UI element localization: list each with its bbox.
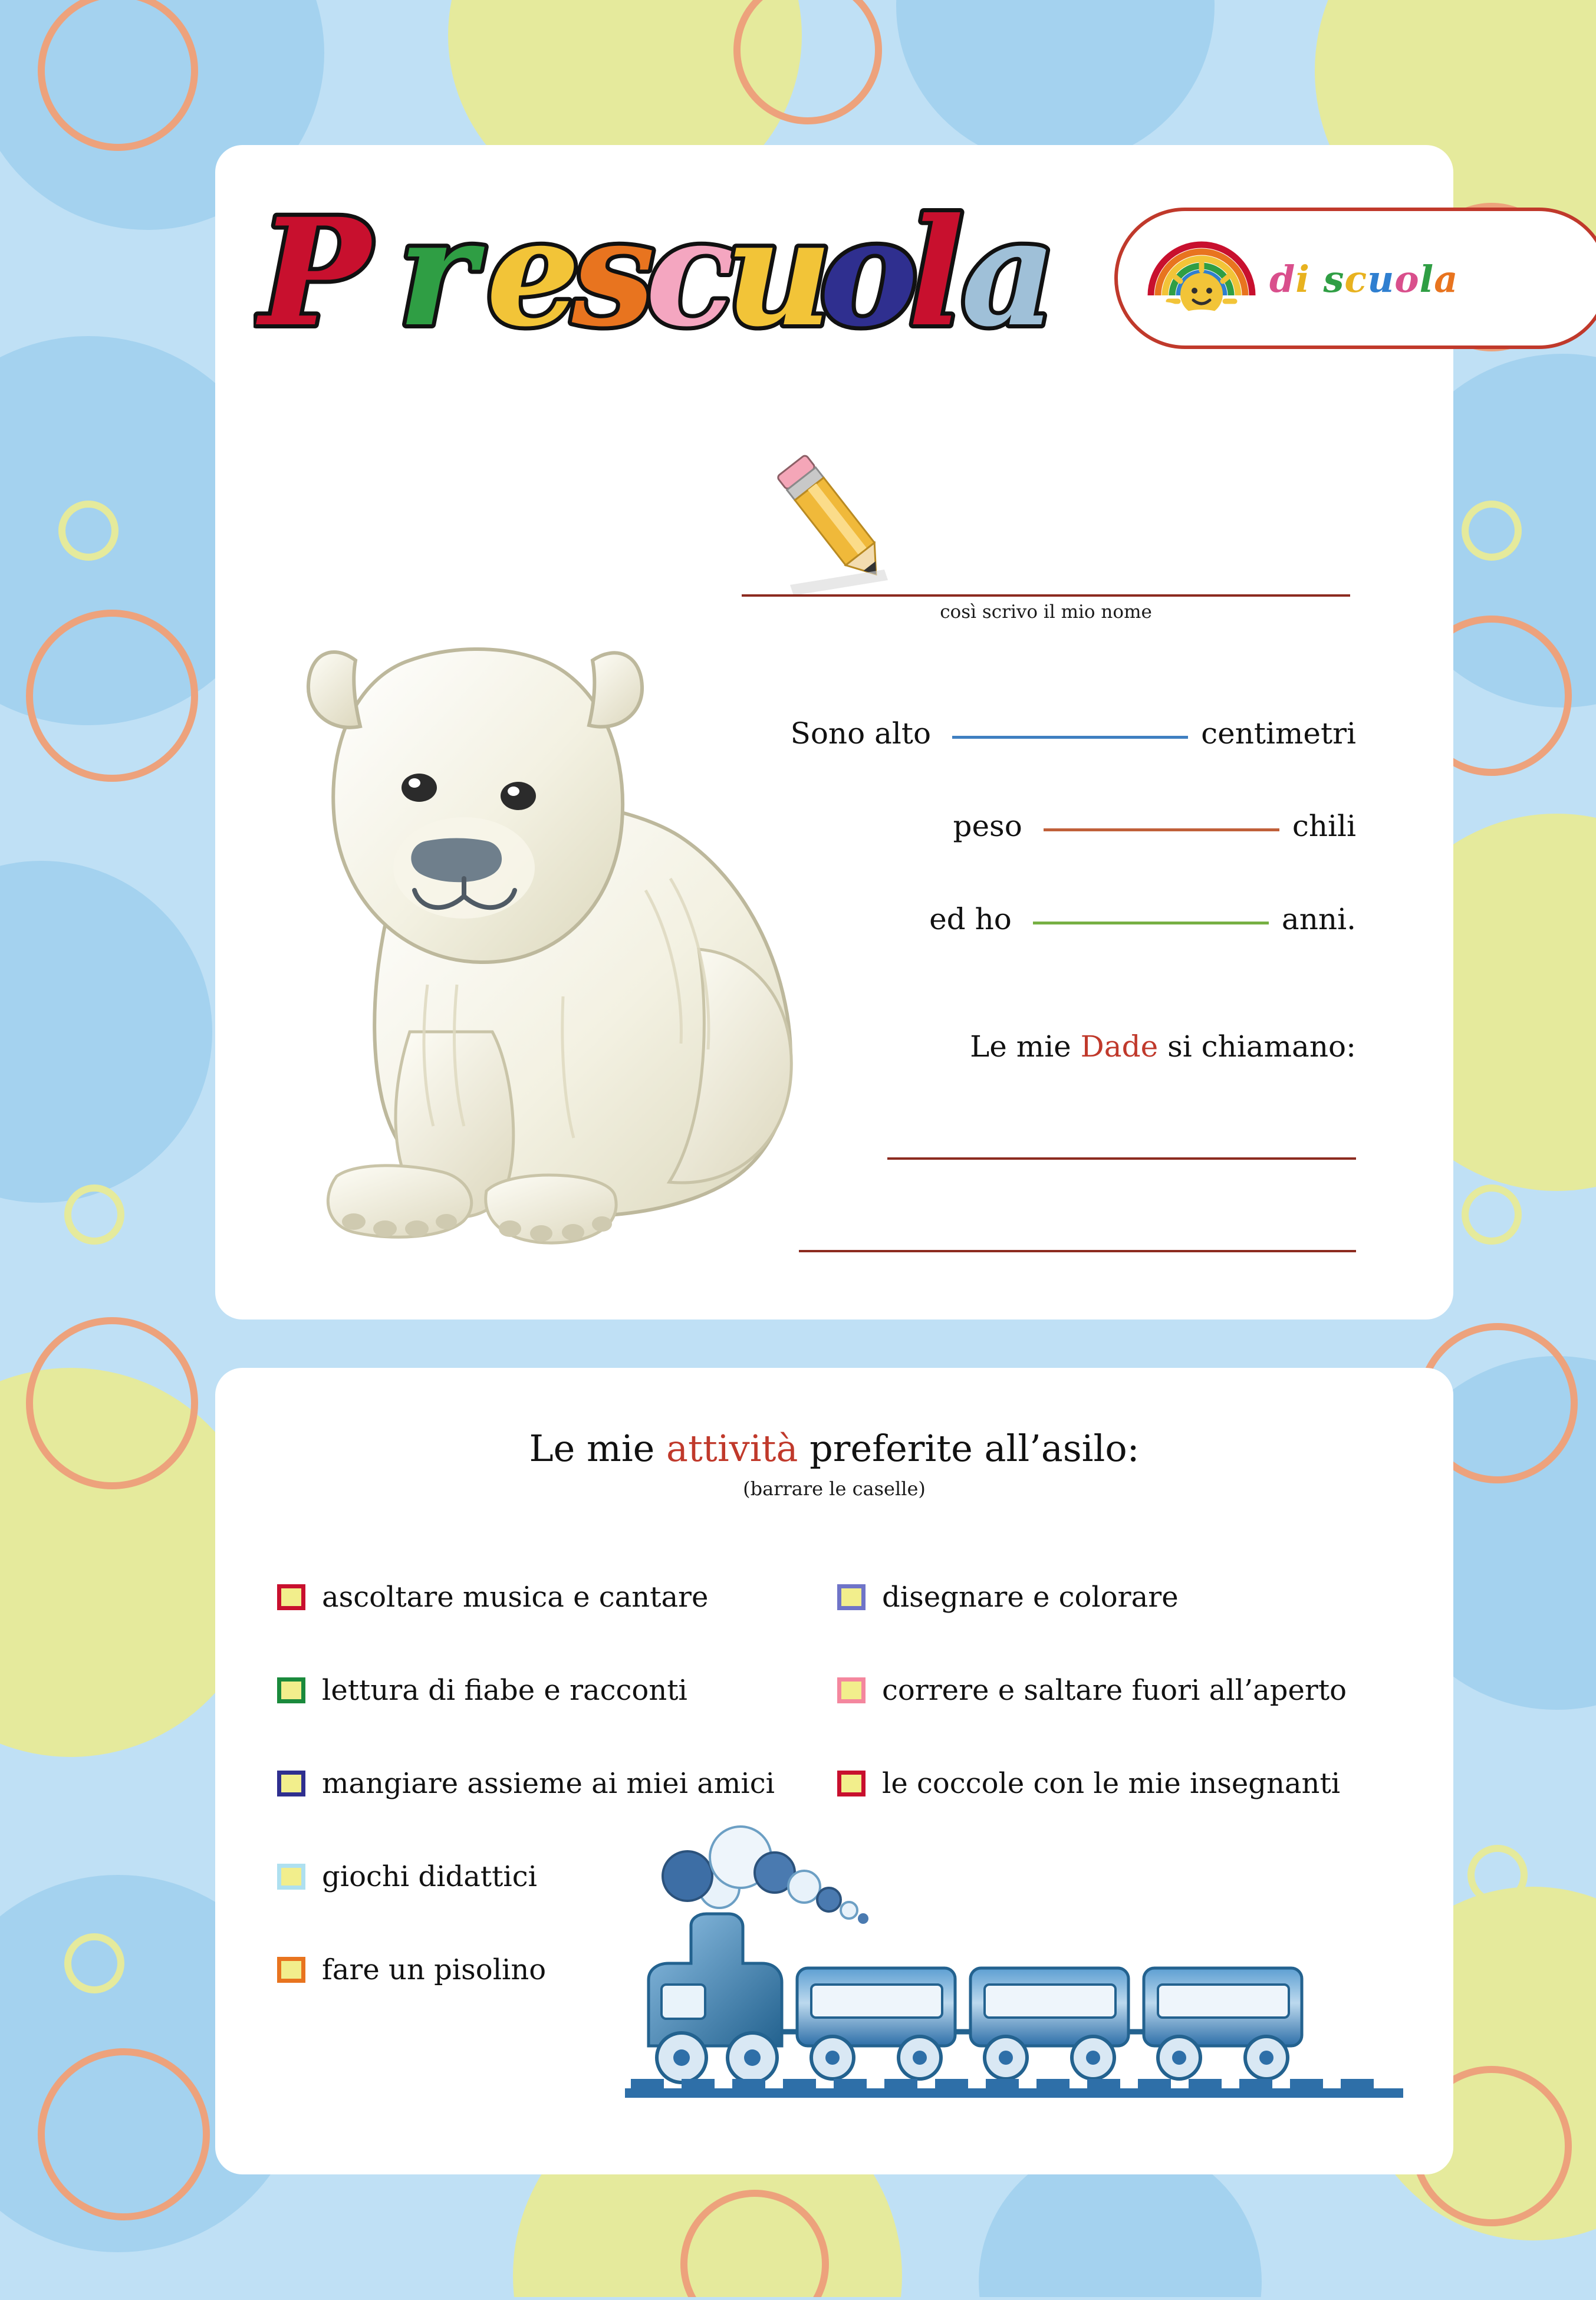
height-input-line[interactable] <box>952 736 1188 739</box>
measure-row-height <box>702 716 1356 751</box>
activity-checkbox[interactable] <box>277 1584 305 1610</box>
activities-title-before: Le mie <box>529 1427 667 1470</box>
dade-line-2[interactable] <box>799 1250 1356 1252</box>
brand-badge-content <box>1138 217 1459 341</box>
activities-right-column <box>837 1551 1427 1830</box>
weight-label-left: peso <box>953 809 1022 843</box>
name-caption: così scrivo il mio nome <box>940 601 1152 623</box>
activities-title-after: preferite all’asilo: <box>798 1427 1140 1470</box>
svg-text:l: l <box>908 186 964 359</box>
activities-subtitle: (barrare le caselle) <box>743 1478 926 1500</box>
activity-label: ascoltare musica e cantare <box>322 1581 709 1614</box>
activity-checkbox[interactable] <box>277 1677 305 1703</box>
activity-label: giochi didattici <box>322 1860 537 1893</box>
activities-title-highlight: attività <box>666 1427 798 1470</box>
activity-item[interactable] <box>277 1737 831 1830</box>
toy-train-icon <box>625 1822 1403 2117</box>
weight-input-line[interactable] <box>1044 828 1279 831</box>
activity-label: le coccole con le mie insegnanti <box>882 1767 1341 1800</box>
activity-item[interactable] <box>277 1644 831 1737</box>
activity-label: disegnare e colorare <box>882 1581 1179 1614</box>
activity-item[interactable] <box>837 1551 1427 1644</box>
activity-label: correre e saltare fuori all’aperto <box>882 1674 1347 1707</box>
activity-label: mangiare assieme ai miei amici <box>322 1767 775 1800</box>
measure-row-age <box>702 902 1356 936</box>
brand-name: di scuola <box>1269 257 1459 301</box>
activity-label: lettura di fiabe e racconti <box>322 1674 687 1707</box>
activity-item[interactable] <box>837 1737 1427 1830</box>
name-writing-line[interactable] <box>742 594 1350 597</box>
age-input-line[interactable] <box>1033 922 1269 924</box>
pencil-icon <box>749 448 920 601</box>
prescuola-wordmark <box>254 177 1114 371</box>
activity-item[interactable] <box>837 1644 1427 1737</box>
measure-row-weight <box>702 809 1356 843</box>
dade-line-1[interactable] <box>887 1157 1356 1160</box>
activity-checkbox[interactable] <box>837 1677 866 1703</box>
activity-item[interactable] <box>277 1551 831 1644</box>
age-label-right: anni. <box>1281 902 1356 936</box>
activity-checkbox[interactable] <box>837 1584 866 1610</box>
activity-label: fare un pisolino <box>322 1953 547 1986</box>
dade-title-highlight: Dade <box>1080 1029 1159 1064</box>
age-label-left: ed ho <box>929 902 1012 936</box>
svg-text:e: e <box>486 186 581 359</box>
svg-text:u: u <box>725 186 832 359</box>
svg-text:c: c <box>646 186 736 359</box>
svg-text:o: o <box>820 186 918 359</box>
activity-checkbox[interactable] <box>837 1771 866 1796</box>
svg-text:r: r <box>398 186 476 359</box>
height-label-left: Sono alto <box>790 716 932 751</box>
svg-text:a: a <box>961 186 1057 359</box>
height-label-right: centimetri <box>1201 716 1356 751</box>
activity-checkbox[interactable] <box>277 1957 305 1983</box>
activities-title <box>215 1427 1453 1470</box>
svg-text:P: P <box>259 186 370 359</box>
dade-title-before: Le mie <box>970 1029 1081 1064</box>
activity-checkbox[interactable] <box>277 1864 305 1890</box>
dade-title <box>702 1029 1356 1064</box>
svg-text:s: s <box>572 186 655 359</box>
dade-title-after: si chiamano: <box>1158 1029 1356 1064</box>
rainbow-sun-icon <box>1138 225 1265 334</box>
weight-label-right: chili <box>1292 809 1356 843</box>
activity-checkbox[interactable] <box>277 1771 305 1796</box>
